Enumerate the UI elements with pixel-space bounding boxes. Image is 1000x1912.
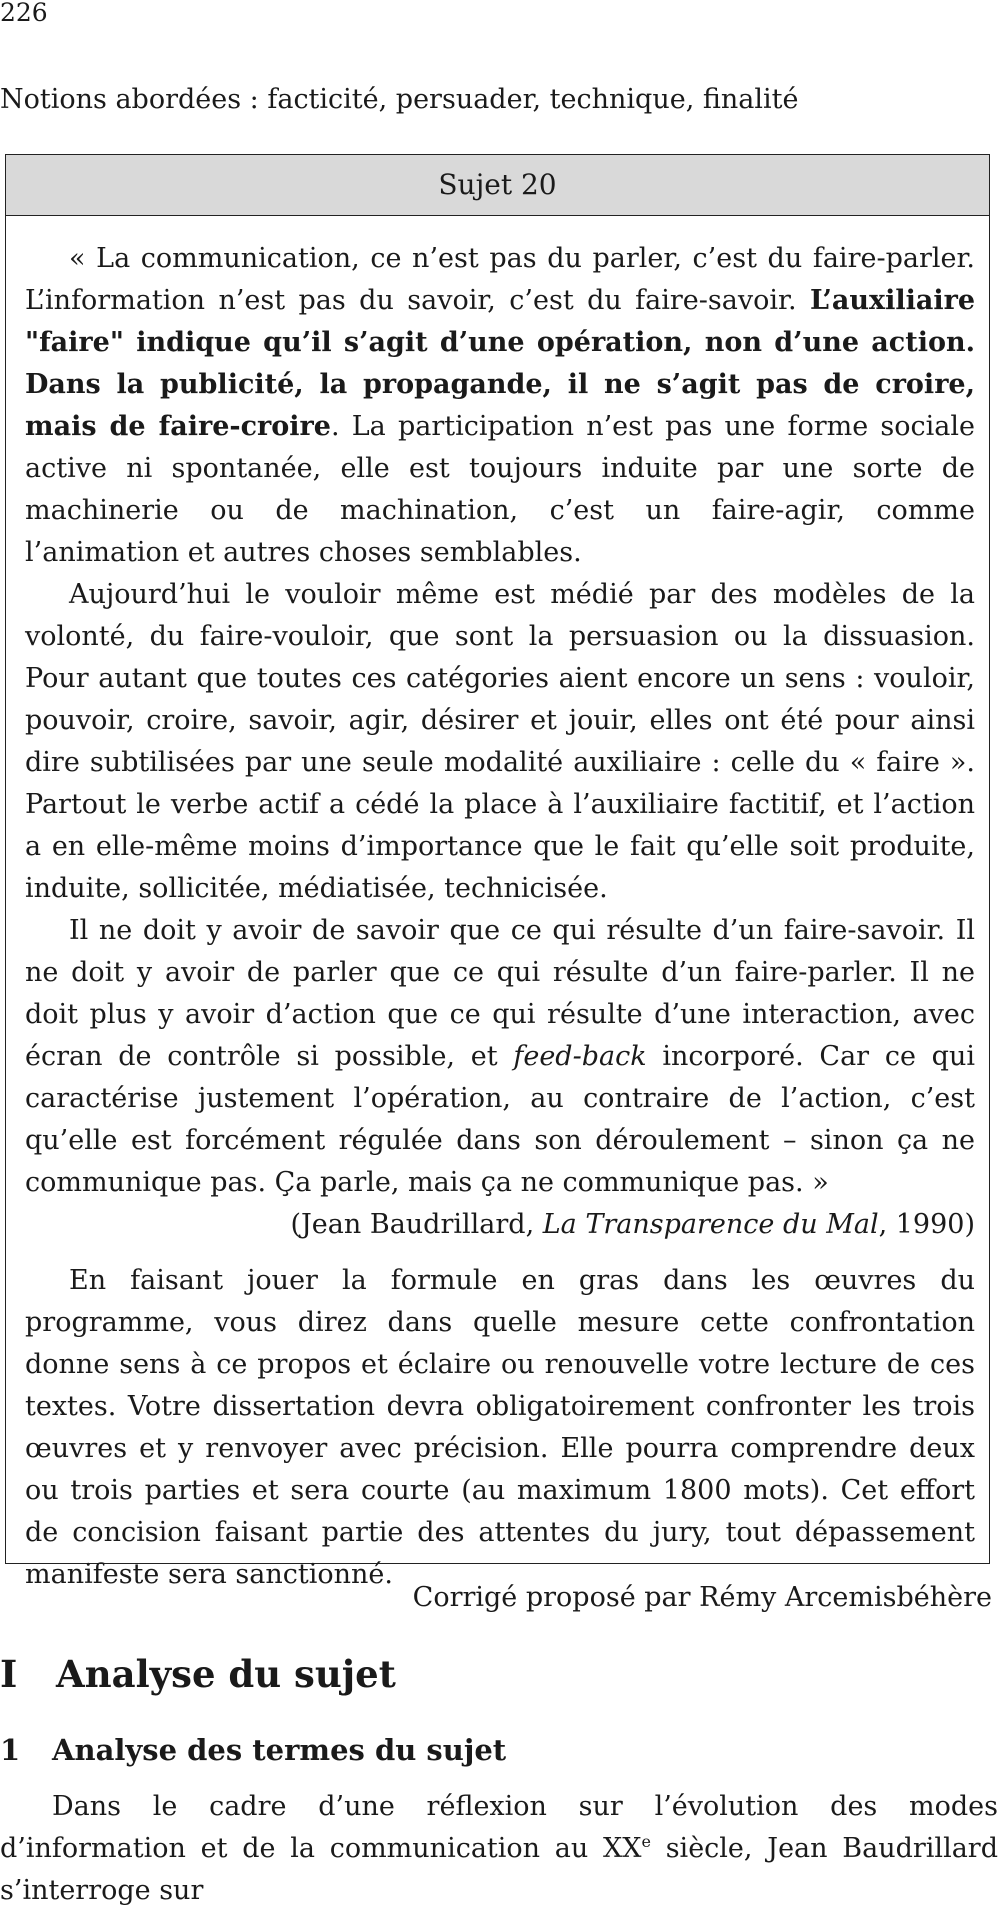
superscript: e xyxy=(641,1832,651,1851)
consigne-paragraph: En faisant jouer la formule en gras dans les œuvres du programme, vous direz dans quelle mesure cette confrontation donne sens à ce propos et éclaire ou renouvelle votre lecture de ces textes. Votre dissertation devra obligatoirement confronter les trois œuvres et y renvoyer avec précision. Elle pourra comprendre deux ou trois parties et sera courte (au maximum 1800 mots). Cet effort de concision faisant partie des attentes du jury, tout dépassement manifeste sera sanctionné. xyxy=(25,1265,975,1590)
quote-paragraph-3 xyxy=(25,910,975,1204)
attribution-book-title: La Transparence du Mal xyxy=(542,1209,879,1240)
subsection-heading xyxy=(0,1732,506,1768)
body-paragraph xyxy=(0,1786,998,1912)
quote-text: Il ne doit y avoir de savoir que ce qui résulte d’un faire-savoir. Il ne doit y avoir de parler que ce qui résulte d’un faire-parler. Il ne doit plus y avoir d’action que ce qui résulte d’une interaction, avec écran de contrôle si possible, et xyxy=(25,915,975,1072)
sujet-box xyxy=(5,154,990,1590)
section-heading xyxy=(0,1652,396,1696)
notions-line: Notions abordées : facticité, persuader, technique, finalité xyxy=(0,84,799,115)
body-text xyxy=(0,1786,998,1912)
body-text-part: siècle, Jean Baudrillard s’interroge sur xyxy=(0,1833,998,1906)
attribution-year: , 1990) xyxy=(878,1209,975,1240)
section-number: I xyxy=(0,1652,18,1696)
sujet-title: Sujet 20 xyxy=(6,155,989,216)
quote-paragraph-2: Aujourd’hui le vouloir même est médié par des modèles de la volonté, du faire-vouloir, que sont la persuasion ou la dissuasion. Pour autant que toutes ces catégories aient encore un sens : vouloir, pouvoir, croire, savoir, agir, désirer et jouir, elles ont été pour ainsi dire subtilisées par une seule modalité auxiliaire : celle du « faire ». Partout le verbe actif a cédé la place à l’auxiliaire factitif, et l’action a en elle-même moins d’importance que le fait qu’elle soit produite, induite, sollicitée, médiatisée, technicisée. xyxy=(25,579,975,904)
quote-text: « La communication, ce n’est pas du parler, c’est du faire-parler. L’information n’est pas du savoir, c’est du faire-savoir. xyxy=(25,243,975,316)
quote-paragraph-1 xyxy=(25,238,975,574)
page-number: 226 xyxy=(0,0,48,27)
quote-text: . La participation n’est pas une forme sociale active ni spontanée, elle est toujours induite par une sorte de machinerie ou de machination, c’est un faire-agir, comme l’animation et autres choses semblables. xyxy=(25,411,975,568)
corrige-credit: Corrigé proposé par Rémy Arcemisbéhère xyxy=(412,1582,992,1613)
body-text-part: Dans le cadre d’une réflexion sur l’évolution des modes d’information et de la communication au XX xyxy=(0,1791,998,1864)
attribution-author: (Jean Baudrillard, xyxy=(290,1209,543,1240)
subsection-title: Analyse des termes du sujet xyxy=(52,1733,507,1767)
subsection-number: 1 xyxy=(0,1733,21,1767)
section-title: Analyse du sujet xyxy=(56,1652,396,1696)
italic-term: feed-back xyxy=(513,1041,647,1072)
quote-text: incorporé. Car ce qui caractérise justement l’opération, au contraire de l’action, c’est qu’elle est forcément régulée dans son déroulement – sinon ça ne communique pas. Ça parle, mais ça ne communique pas. » xyxy=(25,1041,975,1198)
attribution xyxy=(25,1204,975,1246)
bold-formula: L’auxiliaire "faire" indique qu’il s’agit d’une opération, non d’une action. Dans la publicité, la propagande, il ne s’agit pas de croire, mais de faire-croire xyxy=(25,285,975,442)
sujet-body xyxy=(6,216,989,1596)
